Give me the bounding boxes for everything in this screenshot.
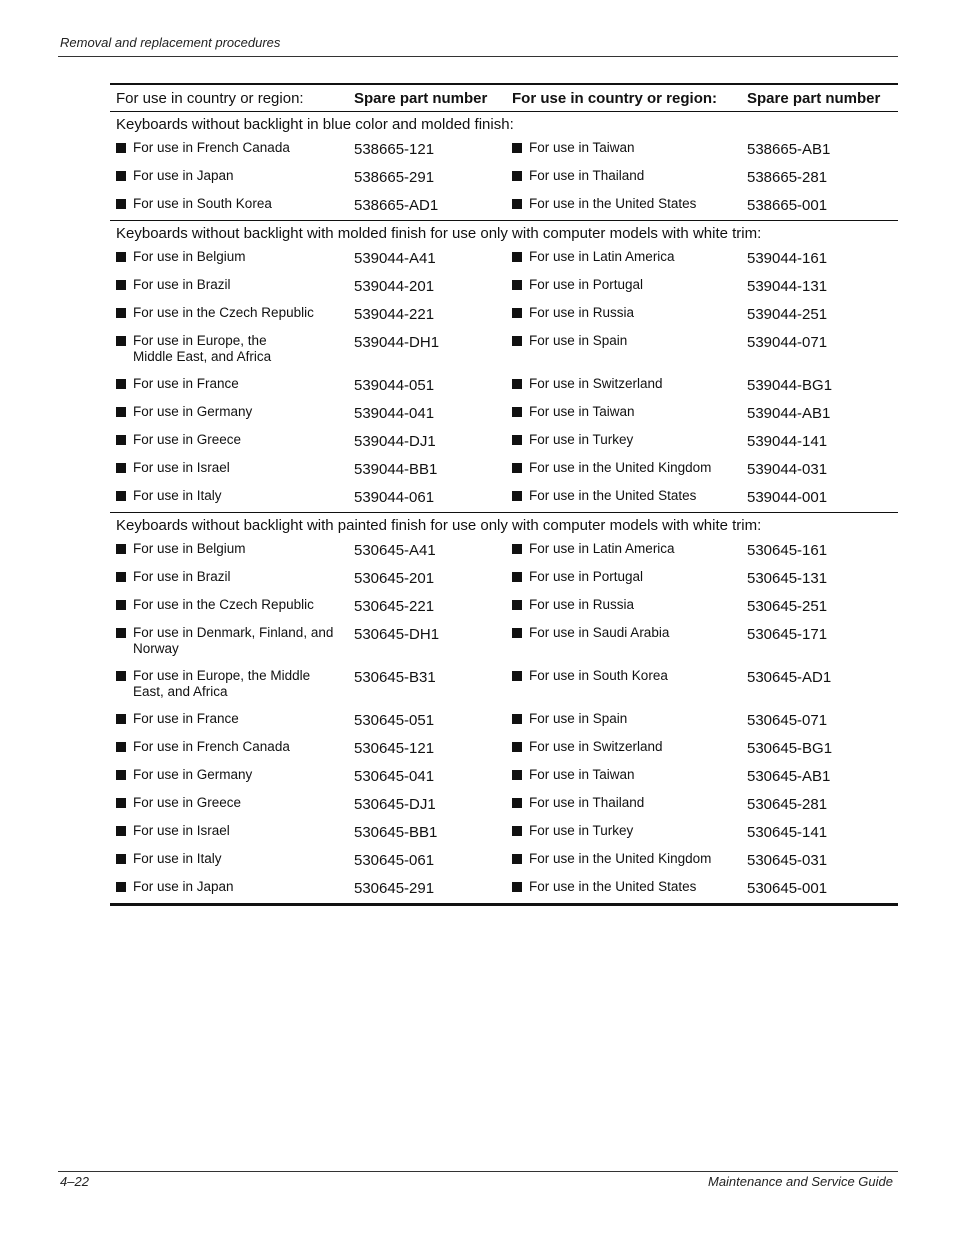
region-cell xyxy=(506,301,741,329)
column-header-region-1: For use in country or region: xyxy=(116,89,304,107)
region-name: For use in Brazil xyxy=(133,569,231,584)
square-bullet-icon xyxy=(512,336,522,346)
spare-part-number: 539044-141 xyxy=(747,433,828,450)
region-cell xyxy=(110,400,348,428)
table-row xyxy=(110,621,898,664)
region-cell xyxy=(110,791,348,819)
section-title: Keyboards without backlight with painted finish for use only with computer models with white trim: xyxy=(116,517,762,534)
region-name: For use in Japan xyxy=(133,168,234,183)
region-name: For use in Italy xyxy=(133,488,222,503)
region-name: For use in Portugal xyxy=(529,277,644,292)
square-bullet-icon xyxy=(512,600,522,610)
square-bullet-icon xyxy=(512,435,522,445)
region-cell xyxy=(506,763,741,791)
region-name: For use in Taiwan xyxy=(529,404,635,419)
square-bullet-icon xyxy=(116,308,126,318)
region-name: For use in Europe, the Middle East, and Africa xyxy=(133,668,311,699)
region-cell xyxy=(110,192,348,220)
region-name: For use in French Canada xyxy=(133,739,290,754)
square-bullet-icon xyxy=(116,544,126,554)
square-bullet-icon xyxy=(512,671,522,681)
spare-part-number: 539044-BG1 xyxy=(747,377,833,394)
spare-part-number: 530645-AB1 xyxy=(747,768,831,785)
square-bullet-icon xyxy=(116,742,126,752)
region-name: For use in Belgium xyxy=(133,541,246,556)
region-cell xyxy=(506,565,741,593)
spare-part-number: 530645-291 xyxy=(354,880,435,897)
square-bullet-icon xyxy=(116,714,126,724)
region-cell xyxy=(110,428,348,456)
region-name: For use in Russia xyxy=(529,597,635,612)
table-row xyxy=(110,565,898,593)
spare-part-number: 530645-A41 xyxy=(354,542,436,559)
spare-part-number: 530645-221 xyxy=(354,598,435,615)
spare-part-number: 539044-A41 xyxy=(354,250,436,267)
spare-part-number: 539044-251 xyxy=(747,306,828,323)
spare-part-number: 539044-071 xyxy=(747,334,828,351)
spare-part-number: 530645-071 xyxy=(747,712,828,729)
table-row xyxy=(110,819,898,847)
region-name: For use in Russia xyxy=(529,305,635,320)
spare-part-number: 530645-DJ1 xyxy=(354,796,436,813)
spare-part-number: 538665-121 xyxy=(354,141,435,158)
square-bullet-icon xyxy=(116,770,126,780)
section-title: Keyboards without backlight in blue color and molded finish: xyxy=(116,116,514,133)
region-cell xyxy=(506,273,741,301)
header-divider xyxy=(58,56,898,57)
region-cell xyxy=(110,735,348,763)
column-header-part-2: Spare part number xyxy=(747,89,881,107)
region-name: For use in the Czech Republic xyxy=(133,305,314,320)
region-name: For use in Latin America xyxy=(529,249,675,264)
table-body xyxy=(110,112,898,903)
region-cell xyxy=(110,484,348,512)
square-bullet-icon xyxy=(512,770,522,780)
region-name: For use in Japan xyxy=(133,879,234,894)
spare-part-number: 530645-041 xyxy=(354,768,435,785)
region-name: For use in South Korea xyxy=(529,668,668,683)
square-bullet-icon xyxy=(116,252,126,262)
square-bullet-icon xyxy=(512,280,522,290)
region-cell xyxy=(506,164,741,192)
table-row xyxy=(110,192,898,220)
spare-part-number: 530645-141 xyxy=(747,824,828,841)
region-name: For use in Israel xyxy=(133,823,230,838)
spare-part-number: 530645-B31 xyxy=(354,669,436,686)
region-name: For use in Portugal xyxy=(529,569,644,584)
table-row xyxy=(110,847,898,875)
region-cell xyxy=(110,372,348,400)
table-row xyxy=(110,484,898,512)
page-number: 4–22 xyxy=(60,1174,89,1189)
table-row xyxy=(110,593,898,621)
region-cell xyxy=(110,707,348,735)
region-cell xyxy=(110,664,348,707)
region-cell xyxy=(506,537,741,565)
spare-part-number: 530645-AD1 xyxy=(747,669,832,686)
guide-title: Maintenance and Service Guide xyxy=(707,1174,893,1189)
square-bullet-icon xyxy=(512,308,522,318)
region-cell xyxy=(506,136,741,164)
table-row xyxy=(110,273,898,301)
region-cell xyxy=(110,763,348,791)
spare-part-number: 538665-281 xyxy=(747,169,828,186)
section-title: Keyboards without backlight with molded finish for use only with computer models with white trim: xyxy=(116,225,762,242)
spare-part-number: 539044-051 xyxy=(354,377,435,394)
region-cell xyxy=(506,791,741,819)
region-cell xyxy=(110,245,348,273)
region-name: For use in Germany xyxy=(133,404,253,419)
square-bullet-icon xyxy=(116,280,126,290)
region-name: For use in South Korea xyxy=(133,196,272,211)
region-cell xyxy=(506,400,741,428)
table-row xyxy=(110,456,898,484)
spare-part-number: 530645-281 xyxy=(747,796,828,813)
region-cell xyxy=(506,819,741,847)
square-bullet-icon xyxy=(512,171,522,181)
region-cell xyxy=(110,301,348,329)
table-row xyxy=(110,875,898,903)
region-cell xyxy=(110,329,348,372)
spare-part-number: 530645-031 xyxy=(747,852,828,869)
spare-part-number: 530645-251 xyxy=(747,598,828,615)
spare-part-number: 539044-DH1 xyxy=(354,334,440,351)
region-cell xyxy=(506,372,741,400)
spare-part-number: 530645-BG1 xyxy=(747,740,833,757)
table-row xyxy=(110,136,898,164)
table-row xyxy=(110,164,898,192)
region-cell xyxy=(110,537,348,565)
square-bullet-icon xyxy=(116,407,126,417)
spare-parts-table xyxy=(110,83,898,906)
square-bullet-icon xyxy=(512,199,522,209)
region-cell xyxy=(506,428,741,456)
region-name: For use in Switzerland xyxy=(529,376,663,391)
region-name: For use in Greece xyxy=(133,795,242,810)
region-name: For use in Belgium xyxy=(133,249,246,264)
square-bullet-icon xyxy=(512,854,522,864)
region-cell xyxy=(506,664,741,707)
square-bullet-icon xyxy=(512,798,522,808)
region-name: For use in the United States xyxy=(529,196,697,211)
region-cell xyxy=(506,707,741,735)
table-row xyxy=(110,791,898,819)
region-name: For use in Thailand xyxy=(529,795,645,810)
region-name: For use in Saudi Arabia xyxy=(529,625,670,640)
region-name: For use in Israel xyxy=(133,460,230,475)
region-cell xyxy=(110,847,348,875)
table-row xyxy=(110,707,898,735)
region-cell xyxy=(506,329,741,372)
spare-part-number: 530645-001 xyxy=(747,880,828,897)
region-name: For use in Taiwan xyxy=(529,140,635,155)
table-row xyxy=(110,428,898,456)
region-cell xyxy=(506,593,741,621)
region-cell xyxy=(110,593,348,621)
square-bullet-icon xyxy=(512,544,522,554)
square-bullet-icon xyxy=(512,628,522,638)
spare-part-number: 530645-161 xyxy=(747,542,828,559)
spare-part-number: 530645-131 xyxy=(747,570,828,587)
region-name: For use in Spain xyxy=(529,711,628,726)
table-row xyxy=(110,763,898,791)
spare-part-number: 539044-BB1 xyxy=(354,461,438,478)
table-row xyxy=(110,537,898,565)
square-bullet-icon xyxy=(116,199,126,209)
square-bullet-icon xyxy=(512,407,522,417)
region-cell xyxy=(506,621,741,664)
region-name: For use in the United States xyxy=(529,879,697,894)
square-bullet-icon xyxy=(116,491,126,501)
region-name: For use in Taiwan xyxy=(529,767,635,782)
square-bullet-icon xyxy=(512,252,522,262)
spare-part-number: 539044-221 xyxy=(354,306,435,323)
square-bullet-icon xyxy=(116,435,126,445)
region-name: For use in the Czech Republic xyxy=(133,597,314,612)
table-header-row xyxy=(110,85,898,112)
region-name: For use in the United Kingdom xyxy=(529,460,712,475)
square-bullet-icon xyxy=(116,671,126,681)
square-bullet-icon xyxy=(512,463,522,473)
spare-part-number: 539044-161 xyxy=(747,250,828,267)
region-name: For use in France xyxy=(133,376,239,391)
spare-part-number: 539044-061 xyxy=(354,489,435,506)
region-cell xyxy=(110,621,348,664)
square-bullet-icon xyxy=(512,826,522,836)
region-cell xyxy=(506,735,741,763)
square-bullet-icon xyxy=(116,882,126,892)
square-bullet-icon xyxy=(116,379,126,389)
spare-part-number: 539044-031 xyxy=(747,461,828,478)
square-bullet-icon xyxy=(116,143,126,153)
spare-part-number: 538665-291 xyxy=(354,169,435,186)
region-name: For use in Italy xyxy=(133,851,222,866)
table-section xyxy=(110,220,898,512)
table-row xyxy=(110,301,898,329)
spare-part-number: 530645-DH1 xyxy=(354,626,440,643)
square-bullet-icon xyxy=(512,143,522,153)
spare-part-number: 539044-201 xyxy=(354,278,435,295)
table-row xyxy=(110,329,898,372)
region-name: For use in Greece xyxy=(133,432,242,447)
table-row xyxy=(110,664,898,707)
spare-part-number: 530645-171 xyxy=(747,626,828,643)
spare-part-number: 539044-041 xyxy=(354,405,435,422)
square-bullet-icon xyxy=(116,854,126,864)
region-name: For use in Germany xyxy=(133,767,253,782)
square-bullet-icon xyxy=(512,491,522,501)
square-bullet-icon xyxy=(116,336,126,346)
region-cell xyxy=(506,245,741,273)
column-header-region-2: For use in country or region: xyxy=(512,89,718,107)
footer-divider xyxy=(58,1171,898,1172)
spare-part-number: 539044-AB1 xyxy=(747,405,831,422)
column-header-part-1: Spare part number xyxy=(354,89,488,107)
square-bullet-icon xyxy=(116,171,126,181)
spare-part-number: 530645-BB1 xyxy=(354,824,438,841)
region-cell xyxy=(110,875,348,903)
spare-part-number: 538665-AB1 xyxy=(747,141,831,158)
region-cell xyxy=(110,819,348,847)
region-cell xyxy=(110,565,348,593)
running-head: Removal and replacement procedures xyxy=(60,35,281,50)
square-bullet-icon xyxy=(512,742,522,752)
square-bullet-icon xyxy=(116,572,126,582)
region-cell xyxy=(506,484,741,512)
square-bullet-icon xyxy=(116,600,126,610)
square-bullet-icon xyxy=(512,714,522,724)
region-cell xyxy=(110,136,348,164)
square-bullet-icon xyxy=(116,798,126,808)
spare-part-number: 539044-001 xyxy=(747,489,828,506)
spare-part-number: 530645-061 xyxy=(354,852,435,869)
table-section xyxy=(110,112,898,220)
region-name: For use in the United States xyxy=(529,488,697,503)
region-cell xyxy=(506,875,741,903)
region-name: For use in Spain xyxy=(529,333,628,348)
table-row xyxy=(110,400,898,428)
region-name: For use in France xyxy=(133,711,239,726)
square-bullet-icon xyxy=(116,628,126,638)
region-cell xyxy=(110,456,348,484)
square-bullet-icon xyxy=(116,463,126,473)
region-name: For use in Latin America xyxy=(529,541,675,556)
region-name: For use in Thailand xyxy=(529,168,645,183)
spare-part-number: 530645-201 xyxy=(354,570,435,587)
region-name: For use in the United Kingdom xyxy=(529,851,712,866)
table-row xyxy=(110,735,898,763)
table-row xyxy=(110,372,898,400)
spare-part-number: 538665-AD1 xyxy=(354,197,439,214)
region-cell xyxy=(506,456,741,484)
region-cell xyxy=(110,164,348,192)
region-cell xyxy=(506,192,741,220)
spare-part-number: 530645-121 xyxy=(354,740,435,757)
spare-part-number: 538665-001 xyxy=(747,197,828,214)
spare-part-number: 530645-051 xyxy=(354,712,435,729)
square-bullet-icon xyxy=(116,826,126,836)
spare-part-number: 539044-DJ1 xyxy=(354,433,436,450)
region-name: For use in Brazil xyxy=(133,277,231,292)
region-name: For use in Denmark, Finland, and Norway xyxy=(133,625,334,656)
spare-part-number: 539044-131 xyxy=(747,278,828,295)
region-name: For use in Turkey xyxy=(529,432,634,447)
square-bullet-icon xyxy=(512,882,522,892)
region-name: For use in Switzerland xyxy=(529,739,663,754)
square-bullet-icon xyxy=(512,379,522,389)
region-cell xyxy=(506,847,741,875)
region-name: For use in French Canada xyxy=(133,140,290,155)
table-row xyxy=(110,245,898,273)
region-name: For use in Turkey xyxy=(529,823,634,838)
table-section xyxy=(110,512,898,903)
square-bullet-icon xyxy=(512,572,522,582)
region-cell xyxy=(110,273,348,301)
region-name: For use in Europe, the Middle East, and Africa xyxy=(133,333,272,364)
